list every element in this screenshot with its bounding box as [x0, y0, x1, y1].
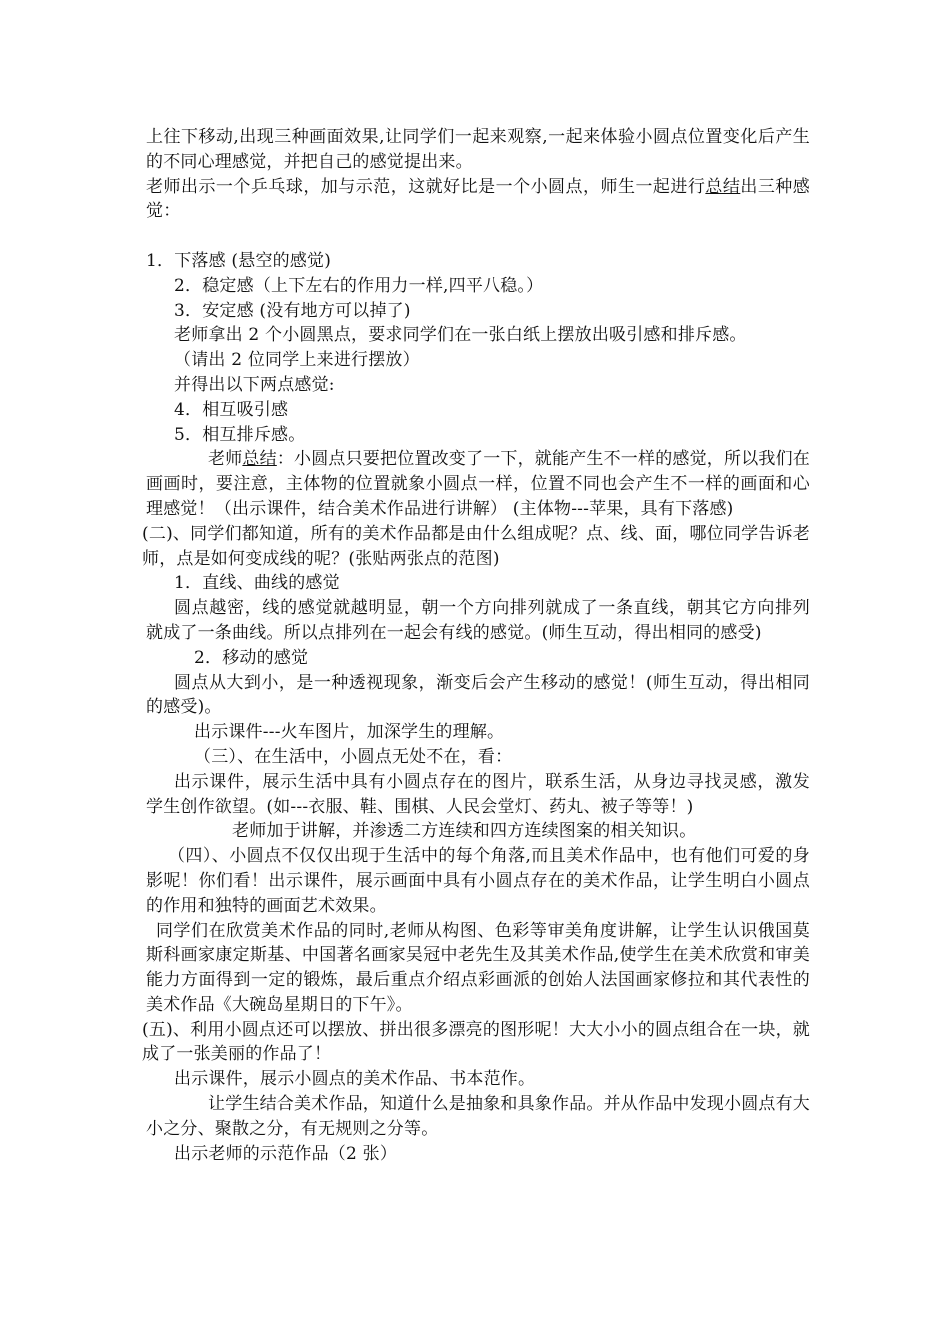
paragraph-dot-density: 圆点越密，线的感觉就越明显，朝一个方向排列就成了一条直线，朝其它方向排列就成了一条曲线。所以点排列在一起会有线的感觉。(师生互动，得出相同的感受)	[146, 598, 810, 643]
paragraph-two-feelings: 并得出以下两点感觉:	[174, 374, 335, 395]
underlined-word: 总结	[705, 176, 741, 197]
paragraph-abstract-concrete: 让学生结合美术作品，知道什么是抽象和具象作品。并从作品中发现小圆点有大小之分、聚散之分，有无规则之分等。	[146, 1094, 810, 1139]
paragraph-art-appreciation: 同学们在欣赏美术作品的同时,老师从构图、色彩等审美角度讲解，让学生认识俄国莫斯科画家康定斯基、中国著名画家吴冠中老先生及其美术作品,使学生在美术欣赏和审美能力方面得到一定的锻炼，最后重点介绍点彩画派的创始人法国画家修拉和其代表性的美术作品《大碗岛星期日的下午》。	[146, 920, 810, 1015]
list-item-stable: 2．稳定感（上下左右的作用力一样,四平八稳。）	[174, 275, 544, 296]
paragraph-section-three: （三）、在生活中，小圆点无处不在，看：	[194, 746, 513, 767]
paragraph-perspective: 圆点从大到小，是一种透视现象，渐变后会产生移动的感觉！(师生互动，得出相同的感受)。	[146, 672, 810, 718]
paragraph-invite-students: （请出 2 位同学上来进行摆放）	[174, 350, 420, 371]
document-body	[142, 125, 811, 1166]
paragraph-section-two: (二)、同学们都知道，所有的美术作品都是由什么组成呢？点、线、面，哪位同学告诉老师，点是如何变成线的呢？(张贴两张点的范图)	[142, 523, 810, 569]
paragraph-ping-pong-demo	[146, 175, 810, 225]
list-item-movement: 2．移动的感觉	[194, 647, 309, 668]
underlined-word: 总结	[242, 449, 277, 470]
text-run: 出三种感觉：	[146, 176, 810, 222]
paragraph-train-picture: 出示课件---火车图片，加深学生的理解。	[194, 722, 505, 743]
list-item-attraction: 4．相互吸引感	[174, 399, 289, 420]
paragraph-teacher-demo: 出示老师的示范作品（2 张）	[174, 1143, 398, 1164]
paragraph-life-examples: 出示课件，展示生活中具有小圆点存在的图片，联系生活，从身边寻找灵感，激发学生创作欲望。(如---衣服、鞋、围棋、人民会堂灯、药丸、被子等等！)	[146, 771, 810, 817]
paragraph-patterns: 老师加于讲解，并渗透二方连续和四方连续图案的相关知识。	[232, 821, 697, 842]
text-run: 老师出示一个乒乓球，加与示范，这就好比是一个小圆点，师生一起进行	[146, 176, 706, 197]
text-run: ：小圆点只要把位置改变了一下，就能产生不一样的感觉，所以我们在画画时，要注意，主体物的位置就象小圆点一样，位置不同也会产生不一样的画面和心理感觉！（出示课件，结合美术作品进行讲解） (主体物---苹果，具有下落感)	[146, 449, 811, 519]
paragraph-two-dots: 老师拿出 2 个小圆黑点，要求同学们在一张白纸上摆放出吸引感和排斥感。	[174, 325, 747, 346]
list-item-lines: 1．直线、曲线的感觉	[174, 573, 340, 594]
paragraph-show-works: 出示课件，展示小圆点的美术作品、书本范作。	[174, 1069, 536, 1090]
paragraph-teacher-summary	[146, 447, 810, 521]
list-item-secure: 3．安定感 (没有地方可以掉了)	[174, 300, 411, 321]
paragraph-intro: 上往下移动,出现三种画面效果,让同学们一起来观察,一起来体验小圆点位置变化后产生的不同心理感觉，并把自己的感觉提出来。	[146, 127, 810, 172]
paragraph-section-four: （四）、小圆点不仅仅出现于生活中的每个角落,而且美术作品中，也有他们可爱的身影呢！你们看！出示课件，展示画面中具有小圆点存在的美术作品，让学生明白小圆点的作用和独特的画面艺术效果。	[146, 846, 810, 916]
list-item-repulsion: 5．相互排斥感。	[174, 424, 306, 445]
list-item-falling: 1．下落感 (悬空的感觉)	[146, 250, 332, 271]
paragraph-section-five: (五)、利用小圆点还可以摆放、拼出很多漂亮的图形呢！大大小小的圆点组合在一块，就成了一张美丽的作品了！	[142, 1019, 810, 1065]
blank-line	[146, 224, 810, 249]
text-run: 老师	[208, 449, 243, 470]
